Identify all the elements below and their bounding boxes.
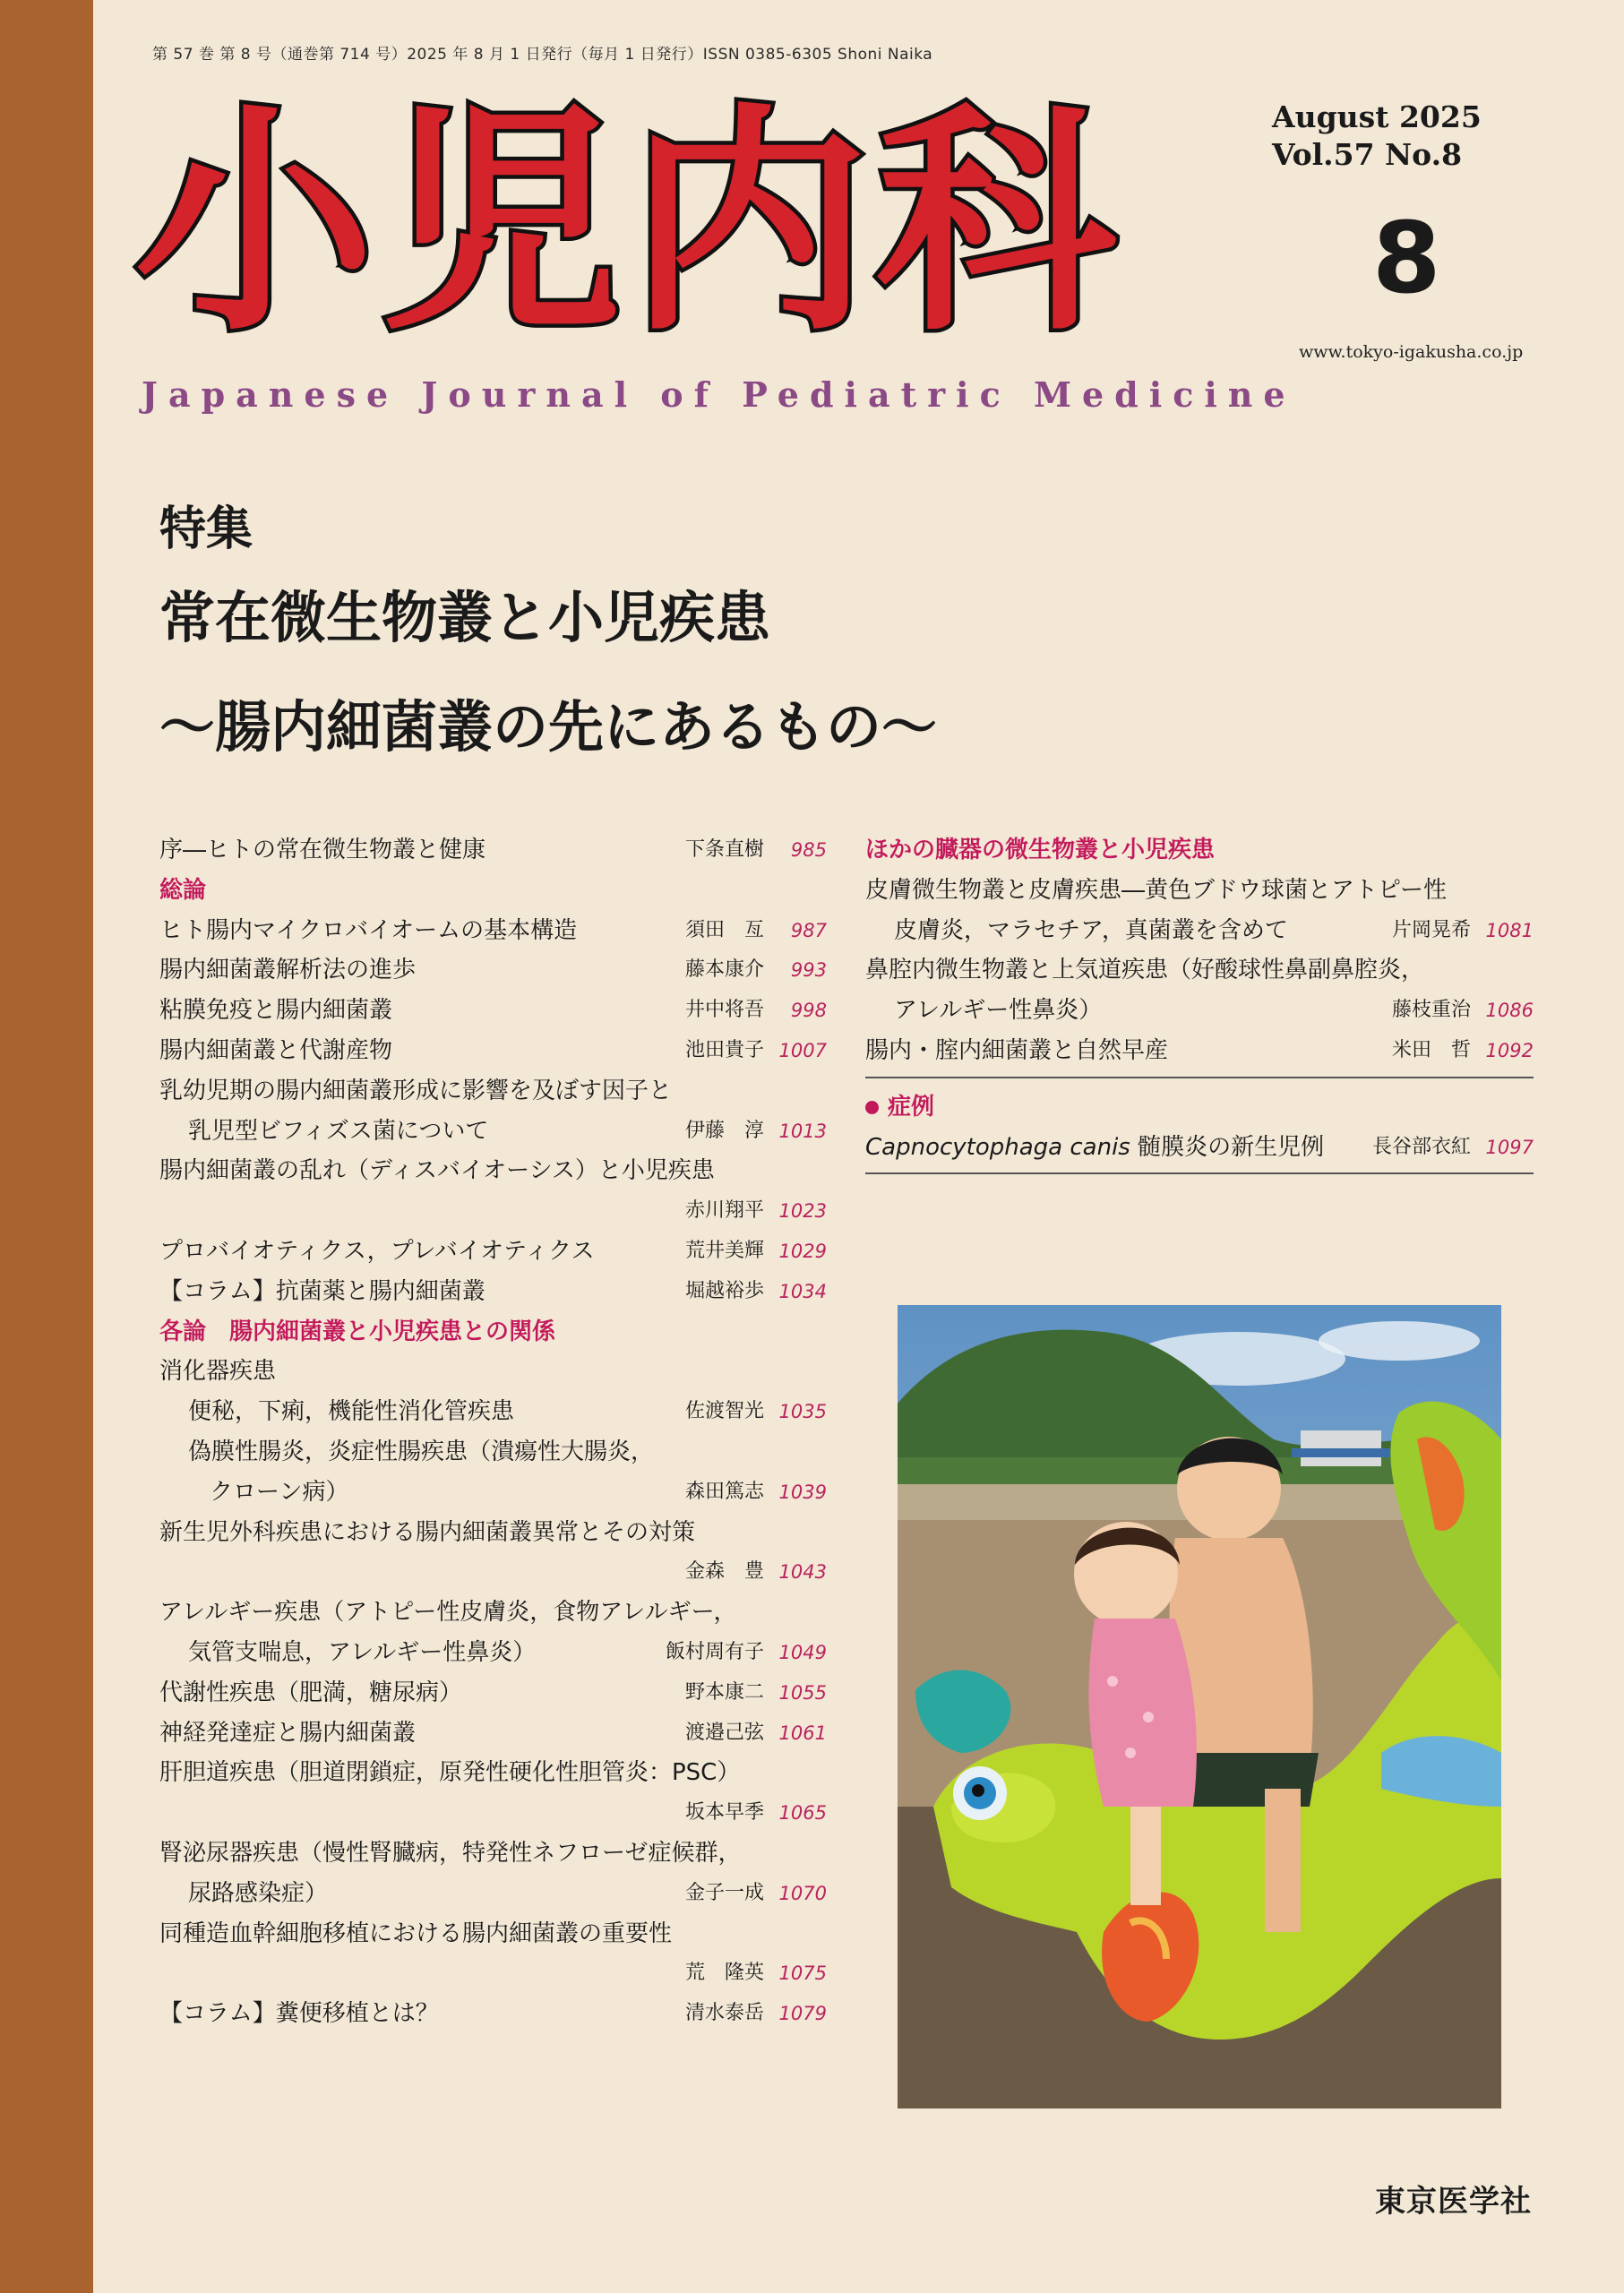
cover-spine — [0, 0, 93, 2293]
toc-author: 荒 隆英 — [684, 1962, 764, 1985]
toc-page: 987 — [790, 919, 827, 941]
toc-page: 1007 — [778, 1039, 827, 1061]
toc-page: 1035 — [778, 1401, 827, 1423]
toc-title: 各論 腸内細菌叢と小児疾患との関係 — [159, 1318, 556, 1345]
issue-month: August 2025 — [1272, 99, 1482, 134]
toc-title: 腎泌尿器疾患（慢性腎臓病，特発性ネフローゼ症候群， — [159, 1839, 742, 1867]
toc-title: 新生児外科疾患における腸内細菌叢異常とその対策 — [159, 1518, 696, 1546]
toc-title: 代謝性疾患（肥満，糖尿病） — [159, 1679, 463, 1706]
toc-title: 腸内細菌叢の乱れ（ディスバイオーシス）と小児疾患 — [159, 1157, 715, 1185]
feature-title: 常在微生物叢と小児疾患 — [159, 585, 771, 650]
toc-entry — [865, 991, 1534, 1031]
toc-author: 飯村周有子 — [665, 1640, 764, 1663]
feature-subtitle: 〜腸内細菌叢の先にあるもの〜 — [159, 694, 938, 760]
toc-page: 1079 — [778, 2003, 827, 2025]
section-divider — [865, 1172, 1534, 1174]
toc-author: 金子一成 — [684, 1881, 764, 1904]
toc-entry — [159, 1552, 827, 1593]
toc-entry — [865, 950, 1534, 991]
toc-page: 1070 — [778, 1882, 827, 1904]
toc-author: 清水泰岳 — [684, 2002, 764, 2025]
issue-volume: Vol.57 No.8 — [1272, 137, 1463, 172]
toc-author: 渡邉己弦 — [684, 1721, 764, 1744]
toc-title: 偽膜性腸炎，炎症性腸疾患（潰瘍性大腸炎， — [188, 1438, 655, 1465]
toc-author: 藤本康介 — [684, 958, 764, 982]
toc-author: 井中将吾 — [684, 999, 764, 1022]
toc-author: 須田 亙 — [684, 918, 764, 941]
toc-page: 1061 — [778, 1722, 827, 1744]
toc-author: 伊藤 淳 — [684, 1119, 764, 1142]
toc-left-column — [159, 830, 827, 2034]
publisher-url: www.tokyo-igakusha.co.jp — [1299, 342, 1524, 362]
toc-entry — [865, 1031, 1534, 1071]
journal-subtitle-en: Japanese Journal of Pediatric Medicine — [142, 374, 1296, 415]
toc-entry — [159, 1473, 827, 1513]
toc-title: 【コラム】糞便移植とは？ — [159, 2000, 439, 2028]
toc-entry — [865, 911, 1534, 951]
toc-entry — [159, 1713, 827, 1754]
toc-entry — [159, 1753, 827, 1793]
toc-title: アレルギー疾患（アトピー性皮膚炎，食物アレルギー， — [159, 1599, 737, 1627]
toc-page: 993 — [790, 959, 827, 982]
toc-page: 998 — [790, 1000, 827, 1022]
toc-entry — [159, 1954, 827, 1994]
publication-info: 第 57 巻 第 8 号（通巻第 714 号）2025 年 8 月 1 日発行（毎月 1 日発行）ISSN 0385-6305 Shoni Naika — [152, 46, 933, 64]
toc-title: 腸内・腟内細菌叢と自然早産 — [865, 1036, 1169, 1064]
toc-entry — [159, 1352, 827, 1392]
toc-title: プロバイオティクス，プレバイオティクス — [159, 1237, 595, 1265]
toc-author: 佐渡智光 — [684, 1400, 764, 1423]
toc-title: 皮膚炎，マラセチア，真菌叢を含めて — [894, 916, 1288, 944]
toc-title: 粘膜免疫と腸内細菌叢 — [159, 997, 393, 1025]
toc-entry — [159, 1513, 827, 1553]
section-divider — [865, 1077, 1534, 1078]
toc-page: 1023 — [778, 1200, 827, 1223]
toc-entry — [159, 1392, 827, 1432]
toc-page: 1086 — [1485, 1000, 1534, 1022]
toc-entry — [159, 1272, 827, 1312]
toc-author: 森田篤志 — [684, 1480, 764, 1503]
toc-author: 長谷部衣紅 — [1371, 1135, 1471, 1158]
toc-section-heading — [865, 830, 1534, 871]
toc-entry — [159, 1673, 827, 1713]
toc-page: 1013 — [778, 1120, 827, 1142]
toc-section-heading — [159, 1312, 827, 1353]
toc-title: 乳児型ビフィズス菌について — [188, 1117, 489, 1145]
toc-page: 985 — [790, 839, 827, 861]
case-heading-row — [865, 1087, 1534, 1128]
toc-entry — [159, 1191, 827, 1232]
toc-author: 赤川翔平 — [684, 1199, 764, 1223]
toc-page: 1029 — [778, 1240, 827, 1262]
toc-entry — [159, 1432, 827, 1473]
toc-entry — [159, 1914, 827, 1954]
toc-title: 神経発達症と腸内細菌叢 — [159, 1719, 417, 1747]
toc-entry — [159, 911, 827, 951]
toc-page: 1097 — [1485, 1136, 1534, 1158]
toc-title: 腸内細菌叢解析法の進歩 — [159, 957, 417, 984]
case-entry-organism: Capnocytophaga canis — [865, 1133, 1130, 1161]
toc-entry — [159, 1232, 827, 1272]
publisher-name: 東京医学社 — [1375, 2184, 1532, 2220]
toc-entry — [865, 1128, 1534, 1168]
toc-title: ヒト腸内マイクロバイオームの基本構造 — [159, 916, 578, 944]
feature-label: 特集 — [159, 502, 253, 556]
toc-title: 皮膚微生物叢と皮膚疾患―黄色ブドウ球菌とアトピー性 — [865, 876, 1447, 904]
toc-author: 米田 哲 — [1391, 1038, 1471, 1061]
toc-section-heading — [159, 871, 827, 911]
toc-right-column — [865, 830, 1534, 1174]
toc-author: 藤枝重治 — [1391, 999, 1471, 1022]
toc-entry — [159, 1994, 827, 2034]
issue-info — [1272, 99, 1523, 174]
toc-page: 1055 — [778, 1681, 827, 1704]
toc-entry — [159, 1031, 827, 1071]
toc-page: 1049 — [778, 1641, 827, 1663]
toc-title: 同種造血幹細胞移植における腸内細菌叢の重要性 — [159, 1919, 673, 1947]
toc-entry — [159, 1834, 827, 1874]
toc-entry — [159, 1112, 827, 1152]
toc-author: 下条直樹 — [684, 838, 764, 861]
toc-page: 1034 — [778, 1280, 827, 1302]
toc-author: 片岡晃希 — [1391, 918, 1471, 941]
cover-photo — [898, 1305, 1501, 2108]
toc-author: 堀越裕歩 — [684, 1279, 764, 1302]
toc-title: 尿路感染症） — [188, 1879, 329, 1907]
toc-entry — [159, 991, 827, 1031]
toc-title: ほかの臓器の微生物叢と小児疾患 — [865, 837, 1216, 863]
toc-title: 肝胆道疾患（胆道閉鎖症，原発性硬化性胆管炎：PSC） — [159, 1759, 741, 1787]
toc-author: 荒井美輝 — [684, 1239, 764, 1262]
toc-entry — [159, 1593, 827, 1633]
toc-entry — [159, 1793, 827, 1834]
toc-title: 便秘，下痢，機能性消化管疾患 — [188, 1398, 515, 1426]
toc-title: 気管支喘息，アレルギー性鼻炎） — [188, 1638, 537, 1666]
bullet-icon — [865, 1101, 879, 1114]
toc-page: 1092 — [1485, 1039, 1534, 1061]
toc-entry — [159, 830, 827, 871]
children-on-inflatable-illustration — [898, 1305, 1501, 2108]
toc-page: 1065 — [778, 1802, 827, 1825]
toc-title: 腸内細菌叢と代謝産物 — [159, 1036, 393, 1064]
toc-title: 総論 — [159, 876, 207, 904]
toc-author: 坂本早季 — [684, 1801, 764, 1825]
toc-entry — [159, 1151, 827, 1191]
toc-page: 1081 — [1485, 919, 1534, 941]
toc-page: 1039 — [778, 1481, 827, 1503]
toc-page: 1043 — [778, 1561, 827, 1584]
toc-author: 金森 豊 — [684, 1560, 764, 1584]
toc-entry — [159, 950, 827, 991]
toc-title: 序―ヒトの常在微生物叢と健康 — [159, 837, 486, 863]
toc-title: 【コラム】抗菌薬と腸内細菌叢 — [159, 1277, 485, 1305]
toc-title: クローン病） — [210, 1478, 349, 1506]
case-entry-text: 髄膜炎の新生児例 — [1130, 1133, 1325, 1161]
toc-title: アレルギー性鼻炎） — [894, 997, 1103, 1025]
toc-page: 1075 — [778, 1962, 827, 1985]
toc-author: 野本康二 — [684, 1680, 764, 1704]
toc-entry — [865, 871, 1534, 911]
toc-title: 消化器疾患 — [159, 1358, 277, 1386]
toc-entry — [159, 1874, 827, 1914]
toc-author: 池田貴子 — [684, 1038, 764, 1061]
toc-entry — [159, 1071, 827, 1112]
toc-title: 鼻腔内微生物叢と上気道疾患（好酸球性鼻副鼻腔炎， — [865, 957, 1425, 984]
toc-title: 乳幼児期の腸内細菌叢形成に影響を及ぼす因子と — [159, 1077, 673, 1104]
journal-title: 小児内科 — [134, 84, 1123, 364]
issue-number: 8 — [1372, 201, 1441, 315]
toc-entry — [159, 1633, 827, 1673]
case-heading: 症例 — [888, 1093, 935, 1121]
